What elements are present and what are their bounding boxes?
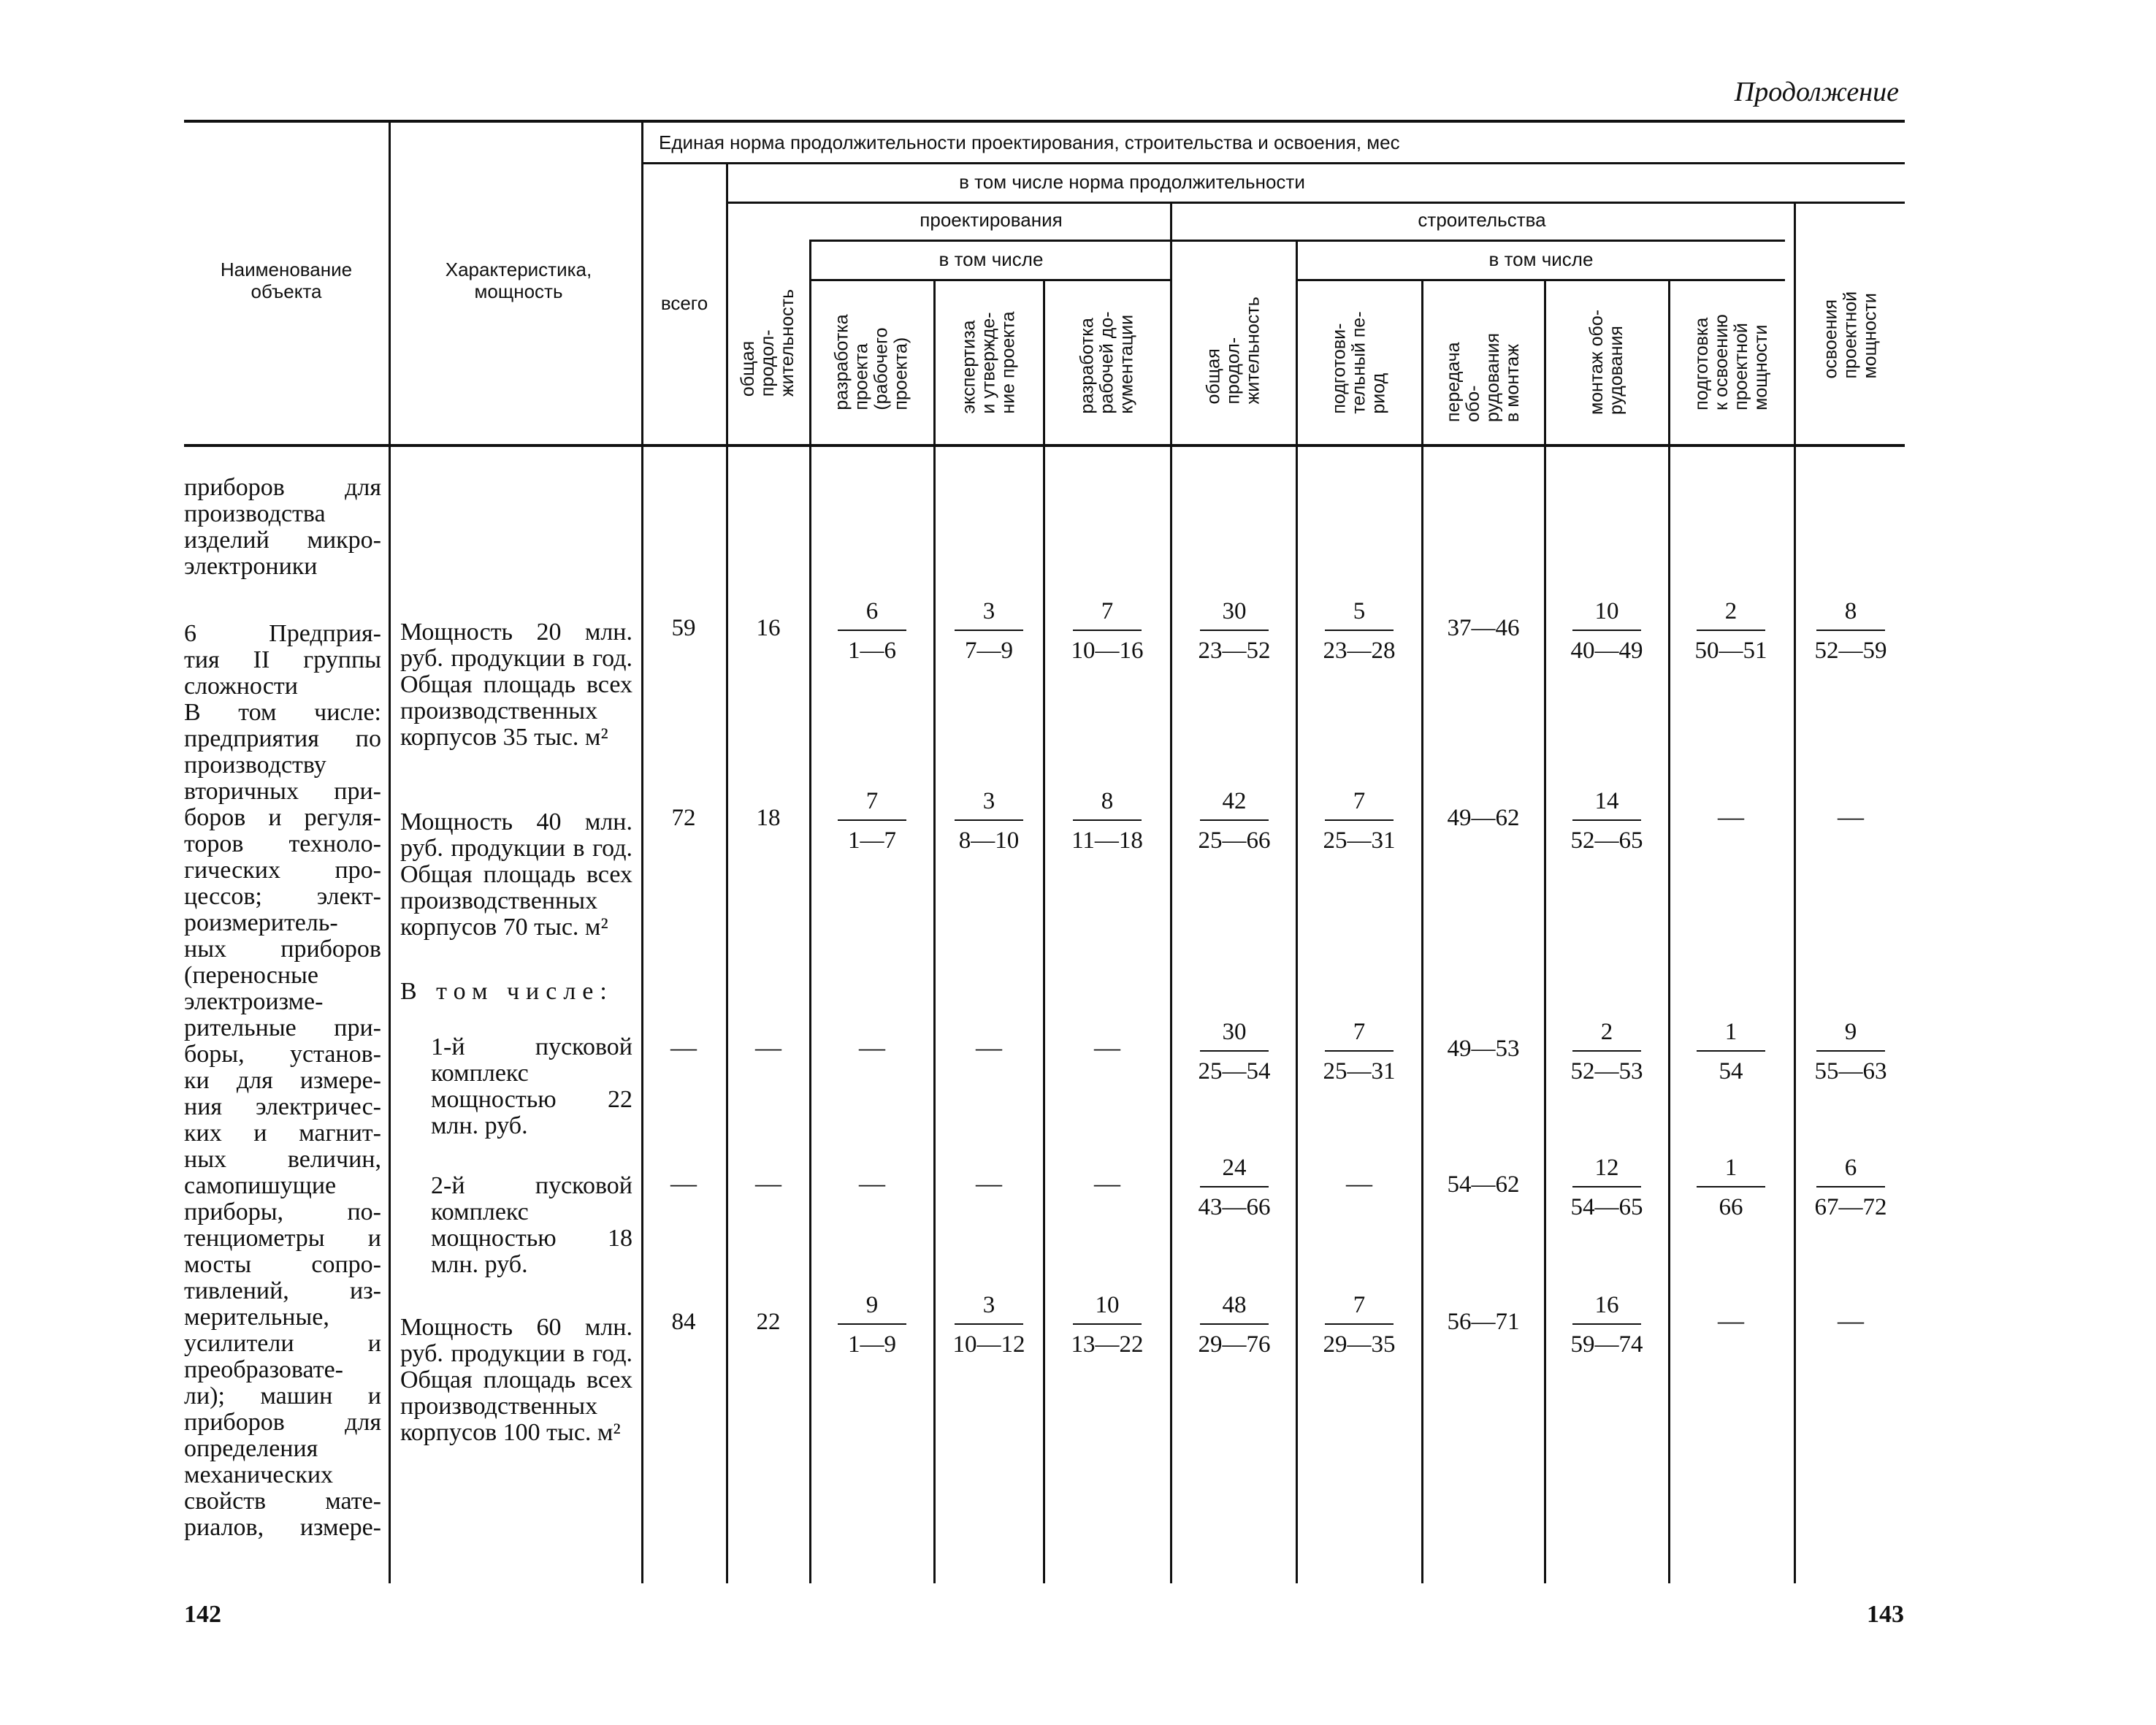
object-name-line: 6 Предприя- [184, 620, 381, 647]
fraction-denominator: 54 [1719, 1058, 1743, 1085]
fraction-numerator: 2 [1572, 1018, 1641, 1052]
object-name-line: производства [184, 500, 326, 527]
fraction-denominator: 1—7 [848, 827, 896, 854]
object-name-line: ния электричес- [184, 1093, 381, 1120]
object-name-line: ких и магнит- [184, 1120, 381, 1147]
col-rule [1043, 279, 1045, 1583]
object-name-column [184, 475, 381, 1541]
cell-value: 37—46 [1447, 615, 1520, 641]
cell-fraction [930, 1291, 1047, 1358]
fraction-numerator: 6 [838, 597, 906, 631]
header-characteristic: Характеристика, мощность [445, 259, 592, 302]
fraction-denominator: 8—10 [958, 827, 1020, 854]
fraction-numerator: 7 [838, 787, 906, 821]
cell-dash: — [1094, 1169, 1120, 1198]
object-name-line: приборы, по- [184, 1198, 381, 1225]
rule-under-design-incl [811, 279, 1171, 281]
cell-value: 49—62 [1447, 805, 1520, 831]
object-name-line: цессов; элект- [184, 883, 381, 910]
vheader-design-expertise: экспертиза и утвержде- ние проекта [958, 310, 1019, 414]
cell-dash: — [1346, 1169, 1372, 1198]
fraction-numerator: 6 [1816, 1154, 1885, 1187]
object-name-line: механических [184, 1461, 334, 1488]
object-name-line: боров и регуля- [184, 804, 381, 831]
header-design-including: в том числе [939, 248, 1044, 270]
cell-dash: — [755, 1169, 781, 1198]
fraction-denominator: 52—65 [1570, 827, 1643, 854]
col-rule [641, 123, 643, 1583]
row2-characteristic: Мощность 40 млн. руб. продукции в год. Общая площадь всех производственных корпусов 70 тыс. м² [400, 808, 632, 941]
cell-dash: — [976, 1033, 1002, 1062]
object-name-line: производству [184, 751, 326, 779]
object-name-line: мосты сопро- [184, 1251, 381, 1278]
header-unified-norm: Единая норма продолжительности проектирования, строительства и освоения, мес [659, 131, 1400, 153]
cell-fraction [1301, 1018, 1418, 1085]
cell-dash: — [976, 1169, 1002, 1198]
cell-value: 18 [756, 805, 781, 831]
fraction-denominator: 54—65 [1570, 1194, 1643, 1220]
cell-value: 22 [756, 1309, 781, 1335]
page-number-left: 142 [184, 1601, 221, 1628]
vheader-mastering: освоения проектной мощности [1820, 291, 1881, 378]
object-name-line: самопишущие [184, 1172, 337, 1199]
header-design: проектирования [920, 209, 1063, 231]
fraction-numerator: 7 [1325, 1291, 1394, 1325]
cell-dash: — [1718, 1306, 1744, 1335]
object-name-line: приборов для [184, 1409, 381, 1436]
vheader-design-total: общая продол- жительность [738, 288, 798, 397]
fraction-denominator: 23—52 [1198, 638, 1271, 664]
col-rule [1668, 279, 1670, 1583]
cell-value: 84 [671, 1309, 696, 1335]
object-name-line [184, 580, 381, 621]
cell-fraction [930, 787, 1047, 854]
vheader-constr-prep: подготови- тельный пе- риод [1329, 310, 1389, 414]
fraction-denominator: 40—49 [1570, 638, 1643, 664]
object-name-line: предприятия по [184, 725, 381, 752]
fraction-numerator: 42 [1200, 787, 1269, 821]
object-name-line: изделий микро- [184, 527, 381, 554]
object-name-line: тивлений, из- [184, 1277, 381, 1304]
fraction-numerator: 7 [1325, 787, 1394, 821]
object-name-line: тия II группы [184, 646, 381, 673]
cell-value: 56—71 [1447, 1309, 1520, 1335]
cell-fraction [1792, 597, 1909, 665]
cell-fraction [1301, 1291, 1418, 1358]
fraction-denominator: 11—18 [1071, 827, 1143, 854]
object-name-line: ных величин, [184, 1146, 381, 1173]
header-including-norm: в том числе норма продолжительности [959, 171, 1305, 193]
fraction-denominator: 52—53 [1570, 1058, 1643, 1085]
rule-under-design [811, 240, 1171, 242]
col-rule [1544, 279, 1546, 1583]
rule-under-including [727, 202, 1905, 204]
fraction-numerator: 3 [955, 597, 1023, 631]
cell-fraction [1176, 1291, 1293, 1358]
cell-value: 16 [756, 615, 781, 641]
cell-fraction [1301, 597, 1418, 665]
object-name-line: роизмеритель- [184, 909, 338, 936]
fraction-denominator: 10—16 [1071, 638, 1144, 664]
vheader-constr-transfer: передача обо- рудования в монтаж [1443, 333, 1523, 422]
fraction-numerator: 12 [1572, 1154, 1641, 1187]
object-name-line: боры, установ- [184, 1041, 381, 1068]
row1-characteristic: Мощность 20 млн. руб. продукции в год. Общая площадь всех производственных корпусов 35 тыс. м² [400, 619, 632, 751]
fraction-denominator: 59—74 [1570, 1331, 1643, 1358]
fraction-denominator: 7—9 [965, 638, 1013, 664]
fraction-denominator: 23—28 [1323, 638, 1396, 664]
header-total: всего [660, 292, 708, 314]
fraction-numerator: 8 [1073, 787, 1142, 821]
object-name-line: ки для измере- [184, 1067, 381, 1094]
fraction-numerator: 1 [1697, 1154, 1765, 1187]
fraction-numerator: 7 [1073, 597, 1142, 631]
fraction-numerator: 16 [1572, 1291, 1641, 1325]
cell-fraction [1049, 597, 1166, 665]
col-rule [933, 279, 936, 1583]
fraction-numerator: 9 [838, 1291, 906, 1325]
cell-dash: — [1838, 802, 1864, 831]
cell-dash: — [859, 1033, 885, 1062]
object-name-line: ных приборов [184, 936, 381, 963]
cell-value: 59 [671, 615, 696, 641]
cell-fraction [1792, 1154, 1909, 1221]
fraction-denominator: 52—59 [1814, 638, 1887, 664]
vheader-constr-mount: монтаж обо- рудования [1586, 309, 1626, 416]
cell-dash: — [670, 1033, 697, 1062]
cell-dash: — [1718, 802, 1744, 831]
object-name-line: ли); машин и [184, 1382, 381, 1410]
cell-fraction [1301, 787, 1418, 854]
object-name-line: свойств мате- [184, 1488, 381, 1515]
object-name-line: преобразовате- [184, 1356, 343, 1383]
object-name-line: гических про- [184, 857, 381, 884]
object-name-line: определения [184, 1435, 318, 1462]
fraction-denominator: 66 [1719, 1194, 1743, 1220]
vheader-constr-readiness: подготовка к освоению проектной мощности [1691, 314, 1771, 410]
cell-fraction [814, 787, 930, 854]
cell-fraction [814, 597, 930, 665]
header-name: Наименование объекта [220, 259, 353, 302]
cell-fraction [1548, 1291, 1665, 1358]
cell-dash: — [755, 1033, 781, 1062]
vheader-design-working: разработка рабочей до- кументации [1077, 310, 1137, 414]
table-top-rule [184, 120, 1905, 123]
fraction-denominator: 13—22 [1071, 1331, 1144, 1358]
fraction-denominator: 55—63 [1814, 1058, 1887, 1085]
col-rule [389, 123, 391, 1583]
fraction-numerator: 2 [1697, 597, 1765, 631]
fraction-denominator: 10—12 [952, 1331, 1025, 1358]
cell-dash: — [670, 1169, 697, 1198]
cell-value: 72 [671, 805, 696, 831]
cell-fraction [1049, 787, 1166, 854]
cell-fraction [930, 597, 1047, 665]
fraction-denominator: 25—31 [1323, 1058, 1396, 1085]
fraction-numerator: 14 [1572, 787, 1641, 821]
object-name-line: электроизме- [184, 988, 324, 1015]
fraction-numerator: 5 [1325, 597, 1394, 631]
fraction-denominator: 1—9 [848, 1331, 896, 1358]
cell-fraction [1176, 597, 1293, 665]
cell-fraction [1049, 1291, 1166, 1358]
vheader-constr-total: общая продол- жительность [1203, 296, 1264, 404]
fraction-denominator: 25—54 [1198, 1058, 1271, 1085]
object-name-line: (переносные [184, 962, 318, 989]
cell-value: 49—53 [1447, 1036, 1520, 1062]
cell-fraction [1673, 597, 1789, 665]
object-name-line: сложности [184, 673, 298, 700]
fraction-numerator: 9 [1816, 1018, 1885, 1052]
fraction-denominator: 29—76 [1198, 1331, 1271, 1358]
vheader-design-project: разработка проекта (рабочего проекта) [832, 314, 911, 410]
cell-fraction [1176, 787, 1293, 854]
fraction-numerator: 8 [1816, 597, 1885, 631]
object-name-line: усилители и [184, 1330, 381, 1357]
fraction-numerator: 10 [1073, 1291, 1142, 1325]
object-name-line: В том числе: [184, 699, 381, 726]
continuation-label: Продолжение [1734, 77, 1899, 107]
header-construction: строительства [1418, 209, 1546, 231]
fraction-numerator: 24 [1200, 1154, 1269, 1187]
fraction-numerator: 30 [1200, 1018, 1269, 1052]
fraction-denominator: 43—66 [1198, 1194, 1271, 1220]
rule-under-constr-incl [1297, 279, 1785, 281]
fraction-numerator: 10 [1572, 597, 1641, 631]
object-name-line: риалов, измере- [184, 1514, 381, 1541]
fraction-numerator: 3 [955, 787, 1023, 821]
fraction-numerator: 48 [1200, 1291, 1269, 1325]
page-number-right: 143 [1867, 1601, 1904, 1628]
object-name-line: электроники [184, 553, 318, 580]
cell-fraction [1548, 1018, 1665, 1085]
fraction-denominator: 25—66 [1198, 827, 1271, 854]
object-name-line: тенциометры и [184, 1225, 381, 1252]
cell-fraction [1176, 1154, 1293, 1221]
fraction-denominator: 1—6 [848, 638, 896, 664]
row4-characteristic: 2-й пусковой комплекс мощностью 18 млн. руб. [431, 1172, 632, 1278]
header-construction-including: в том числе [1488, 248, 1594, 270]
rule-under-construction [1171, 240, 1785, 242]
object-name-line: приборов для [184, 474, 381, 501]
cell-fraction [1548, 787, 1665, 854]
fraction-denominator: 67—72 [1814, 1194, 1887, 1220]
cell-dash: — [1094, 1033, 1120, 1062]
cell-fraction [1673, 1018, 1789, 1085]
cell-dash: — [859, 1169, 885, 1198]
rule-under-unified [643, 162, 1905, 164]
cell-value: 54—62 [1447, 1171, 1520, 1198]
fraction-numerator: 1 [1697, 1018, 1765, 1052]
cell-fraction [814, 1291, 930, 1358]
cell-fraction [1792, 1018, 1909, 1085]
object-name-line: рительные при- [184, 1014, 381, 1041]
cell-fraction [1176, 1018, 1293, 1085]
fraction-numerator: 30 [1200, 597, 1269, 631]
row3-characteristic-label: В том числе: [400, 978, 613, 1005]
cell-fraction [1673, 1154, 1789, 1221]
row5-characteristic: Мощность 60 млн. руб. продукции в год. Общая площадь всех производственных корпусов 100 тыс. м² [400, 1314, 632, 1446]
fraction-denominator: 50—51 [1694, 638, 1767, 664]
col-rule [1421, 279, 1423, 1583]
object-name-line: торов техноло- [184, 830, 381, 857]
cell-fraction [1548, 597, 1665, 665]
fraction-numerator: 3 [955, 1291, 1023, 1325]
cell-dash: — [1838, 1306, 1864, 1335]
cell-fraction [1548, 1154, 1665, 1221]
fraction-denominator: 29—35 [1323, 1331, 1396, 1358]
object-name-line: мерительные, [184, 1304, 329, 1331]
object-name-line: вторичных при- [184, 778, 381, 805]
fraction-denominator: 25—31 [1323, 827, 1396, 854]
fraction-numerator: 7 [1325, 1018, 1394, 1052]
row3-characteristic: 1-й пусковой комплекс мощностью 22 млн. руб. [431, 1033, 632, 1139]
